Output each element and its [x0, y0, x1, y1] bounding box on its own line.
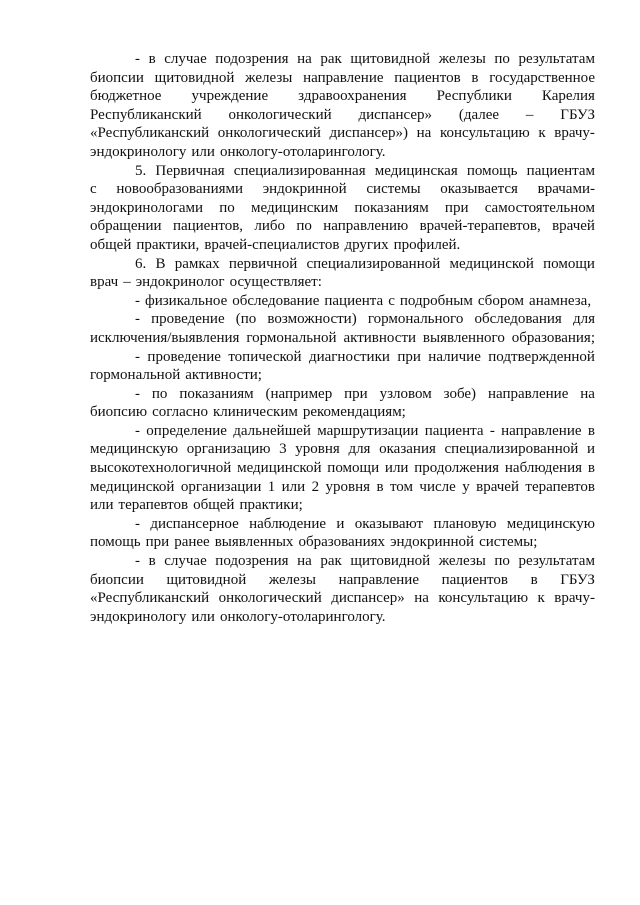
word: направление	[501, 422, 582, 439]
word: анамнеза,	[529, 292, 592, 309]
word: «Республиканский	[90, 125, 210, 142]
word: обследования	[474, 311, 562, 328]
word: специализированной	[306, 255, 441, 272]
text-line	[90, 292, 595, 311]
word: по	[494, 51, 510, 67]
word: осуществляет:	[229, 274, 322, 291]
word: эндокринологу	[90, 608, 187, 625]
word: или	[191, 608, 215, 625]
text-line	[90, 273, 595, 292]
word: по	[494, 553, 510, 570]
word: эндокринолог	[135, 274, 225, 291]
word: пациентов	[394, 69, 461, 86]
word: на	[297, 51, 312, 67]
word: онкологу-отоларингологу.	[219, 608, 386, 625]
text-line	[90, 143, 595, 162]
word: эндокринной	[262, 181, 347, 198]
word: специализированной	[444, 441, 579, 458]
word: числе	[419, 478, 456, 495]
word: дальнейшей	[233, 422, 311, 439]
word: в	[376, 478, 384, 495]
word: образования;	[511, 329, 595, 346]
word: профилей.	[393, 236, 461, 253]
word: системы	[366, 181, 421, 198]
word: железы	[268, 571, 316, 588]
word: терапевтов	[525, 478, 595, 495]
word: проведение	[147, 348, 221, 365]
text-line	[90, 180, 595, 199]
word: биопсии	[90, 69, 144, 86]
word: диспансер»	[358, 106, 433, 123]
word: Карелия	[541, 88, 595, 105]
word: врачей	[476, 478, 519, 495]
word: -	[135, 553, 140, 570]
word: железы	[438, 51, 486, 67]
word: подтвержденной	[488, 348, 595, 365]
word: рамках	[174, 255, 220, 272]
word: для	[348, 441, 371, 458]
word: онкологический	[218, 590, 322, 607]
text-line	[90, 199, 595, 218]
word: врач	[90, 274, 119, 291]
word: -	[135, 348, 140, 365]
word: при	[344, 385, 368, 402]
word: помощи	[327, 460, 380, 477]
text-line	[90, 478, 595, 497]
word: подробным	[399, 292, 473, 309]
word: гормональной	[90, 367, 181, 384]
word: организацию	[186, 441, 271, 458]
word: медицинской	[90, 478, 175, 495]
word: активности;	[185, 367, 262, 384]
word: маршрутизации	[317, 422, 419, 439]
word: при	[444, 199, 469, 216]
word: 6.	[135, 255, 147, 272]
word: эндокринологу	[90, 143, 187, 160]
word: на	[416, 125, 432, 142]
word: организации	[180, 478, 262, 495]
text-line	[90, 608, 595, 627]
word: пациентов	[441, 571, 508, 588]
word: (например	[265, 385, 333, 402]
word: -	[135, 422, 140, 439]
word: или	[384, 460, 409, 477]
word: случае	[164, 553, 207, 570]
text-line	[90, 366, 595, 385]
word: случае	[164, 51, 207, 67]
word: либо	[254, 218, 286, 235]
word: или	[191, 143, 215, 160]
word: рекомендациям;	[302, 404, 406, 421]
word: консультацию	[439, 125, 530, 142]
word: ГБУЗ	[560, 571, 595, 588]
word: и	[586, 441, 595, 458]
text-line	[90, 496, 595, 515]
word: диспансер»	[331, 590, 405, 607]
word: 3	[279, 441, 287, 458]
word: других	[344, 236, 389, 253]
word: пациентам	[526, 162, 595, 179]
word: по	[151, 385, 168, 402]
word: -	[135, 292, 140, 309]
word: или	[90, 497, 114, 514]
text-line	[90, 217, 595, 236]
word: направлению	[323, 218, 409, 235]
word: подозрения	[215, 51, 289, 67]
word: с	[90, 181, 97, 198]
word: гормонального	[367, 311, 464, 328]
word: новообразованиями	[116, 181, 244, 198]
word: терапевтов	[118, 497, 189, 514]
word: практики;	[239, 497, 303, 514]
word: -	[489, 422, 495, 439]
word: онкологу-отоларингологу.	[219, 143, 386, 160]
word: выявленных	[214, 534, 294, 551]
word: онкологический	[228, 106, 332, 123]
word: направление	[487, 385, 569, 402]
word: гормональной	[246, 329, 337, 346]
word: образованиях	[298, 534, 386, 551]
word: в	[148, 553, 156, 570]
word: наблюдение	[249, 515, 326, 532]
word: пациента	[324, 292, 384, 309]
word: наблюдения	[504, 460, 583, 477]
word: обследование	[232, 292, 320, 309]
word: щитовидной	[154, 69, 235, 86]
text-line	[90, 124, 595, 143]
word: с	[388, 292, 395, 309]
word: медицинской	[449, 255, 534, 272]
word: консультацию	[438, 590, 529, 607]
word: при	[145, 534, 170, 551]
text-line	[90, 515, 595, 534]
word: узловом	[379, 385, 432, 402]
text-line	[90, 255, 595, 274]
word: врачей	[552, 218, 595, 235]
word: -	[135, 515, 140, 532]
word: системы;	[479, 534, 538, 551]
word: показаниям	[179, 385, 254, 402]
word: врачу-	[554, 590, 595, 607]
word: 2	[311, 478, 320, 495]
word: к	[538, 125, 546, 142]
word: зобе)	[443, 385, 477, 402]
word: бюджетное	[90, 88, 162, 105]
word: государственное	[489, 69, 595, 86]
word: возможности)	[267, 311, 357, 328]
word: или	[281, 478, 306, 495]
word: биопсии	[90, 571, 144, 588]
word: уровня	[325, 478, 371, 495]
word: практики,	[136, 236, 200, 253]
word: в	[530, 571, 538, 588]
word: врачей-специалистов	[204, 236, 340, 253]
text-line	[90, 310, 595, 329]
word: оказывается	[440, 181, 518, 198]
word: диспансерное	[150, 515, 239, 532]
text-line	[90, 440, 595, 459]
word: продолжения	[414, 460, 500, 477]
text-line	[90, 50, 595, 69]
word: –	[525, 106, 534, 123]
word: эндокринной	[390, 534, 475, 551]
word: врачей-терапевтов,	[419, 218, 541, 235]
word: (по	[235, 311, 257, 328]
word: в	[587, 460, 595, 477]
text-line	[90, 422, 595, 441]
word: по	[296, 218, 312, 235]
word: оказания	[379, 441, 436, 458]
word: по	[219, 199, 235, 216]
word: специализированная	[233, 162, 366, 179]
word: щитовидной	[166, 571, 247, 588]
text-line	[90, 589, 595, 608]
word: Республиканский	[90, 106, 202, 123]
text-line	[90, 162, 595, 181]
text-line	[90, 329, 595, 348]
word: врачу-	[554, 125, 595, 142]
word: -	[135, 51, 140, 67]
word: в	[471, 69, 479, 86]
word: общей	[90, 236, 132, 253]
word: подозрения	[215, 553, 289, 570]
word: (далее	[458, 106, 500, 123]
word: железы	[245, 69, 293, 86]
word: на	[297, 553, 312, 570]
word: щитовидной	[350, 51, 431, 67]
word: диагностики	[308, 348, 390, 365]
text-line	[90, 552, 595, 571]
word: Республики	[436, 88, 512, 105]
word: исключения/выявления	[90, 329, 240, 346]
word: на	[414, 590, 429, 607]
word: высокотехнологичной	[90, 460, 232, 477]
word: помощи	[543, 255, 595, 272]
word: самостоятельном	[484, 199, 595, 216]
text-line	[90, 236, 595, 255]
text-line	[90, 571, 595, 590]
word: направление	[338, 571, 419, 588]
word: первичной	[228, 255, 298, 272]
word: и	[336, 515, 345, 532]
word: проведение	[151, 311, 225, 328]
word: биопсию	[90, 404, 148, 421]
text-line	[90, 69, 595, 88]
word: выявленного	[422, 329, 505, 346]
document-page	[90, 50, 595, 626]
word: общей	[193, 497, 235, 514]
word: -	[135, 311, 140, 328]
word: физикальное	[145, 292, 228, 309]
word: щитовидной	[350, 553, 431, 570]
word: пациентов,	[172, 218, 244, 235]
text-line	[90, 348, 595, 367]
word: медицинской	[237, 460, 322, 477]
text-line	[90, 403, 595, 422]
word: результатам	[518, 51, 595, 67]
word: в	[148, 51, 156, 67]
word: «Республиканский	[90, 590, 210, 607]
word: направление	[303, 69, 384, 86]
word: у	[462, 478, 470, 495]
word: –	[123, 274, 131, 291]
word: 5.	[135, 162, 147, 179]
word: учреждение	[191, 88, 269, 105]
text-line	[90, 459, 595, 478]
word: на	[580, 385, 595, 402]
word: медицинскую	[90, 441, 179, 458]
text-line	[90, 533, 595, 552]
word: медицинским	[251, 199, 339, 216]
word: рак	[320, 51, 342, 67]
word: том	[389, 478, 414, 495]
text-line	[90, 106, 595, 125]
text-line	[90, 87, 595, 106]
word: при	[397, 348, 421, 365]
word: 1	[267, 478, 276, 495]
word: оказывают	[354, 515, 424, 532]
word: железы	[438, 553, 486, 570]
word: показаниям	[354, 199, 429, 216]
text-line	[90, 385, 595, 404]
word: помощь	[466, 162, 518, 179]
word: медицинская	[374, 162, 458, 179]
word: диспансер»)	[329, 125, 409, 142]
word: наличие	[428, 348, 481, 365]
word: топической	[228, 348, 302, 365]
word: Первичная	[155, 162, 225, 179]
word: ранее	[174, 534, 210, 551]
word: уровня	[295, 441, 340, 458]
word: обращении	[90, 218, 162, 235]
word: сбором	[477, 292, 525, 309]
word: плановую	[433, 515, 497, 532]
word: онкологический	[217, 125, 321, 142]
word: здравоохранения	[298, 88, 407, 105]
word: медицинскую	[506, 515, 595, 532]
word: эндокринологами	[90, 199, 204, 216]
word: к	[537, 590, 545, 607]
word: результатам	[518, 553, 595, 570]
word: клиническим	[212, 404, 298, 421]
word: ГБУЗ	[560, 106, 595, 123]
word: рак	[320, 553, 342, 570]
word: согласно	[152, 404, 208, 421]
word: врачами-	[537, 181, 595, 198]
word: определение	[146, 422, 227, 439]
word: -	[135, 385, 140, 402]
word: в	[587, 422, 595, 439]
word: В	[155, 255, 166, 272]
word: для	[572, 311, 595, 328]
word: помощь	[90, 534, 141, 551]
word: пациента	[424, 422, 484, 439]
word: активности	[343, 329, 417, 346]
